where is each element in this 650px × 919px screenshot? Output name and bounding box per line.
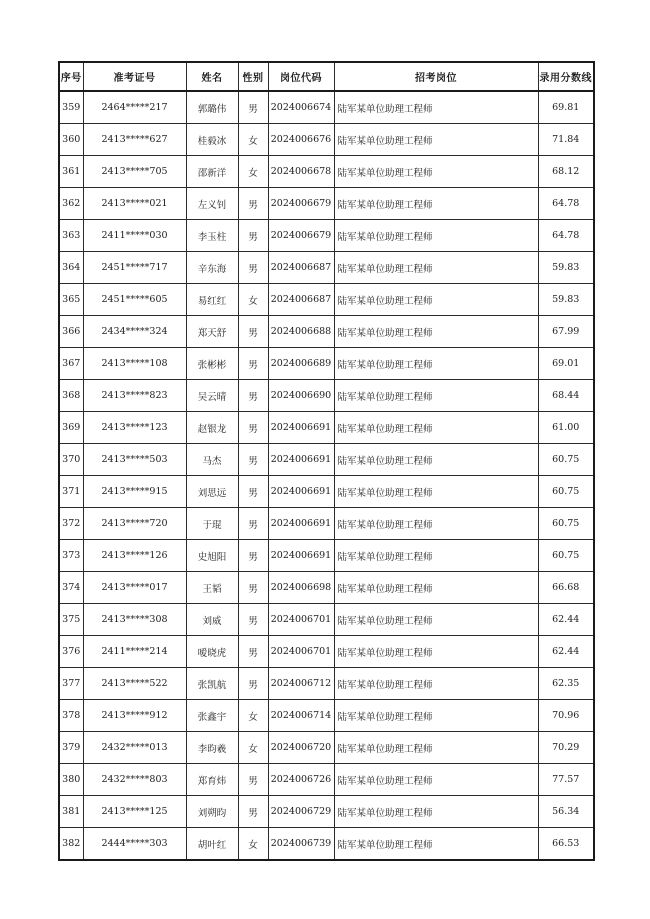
cell-ticket_no: 2413*****522	[83, 668, 186, 700]
cell-gender: 男	[238, 796, 268, 828]
cell-job_title: 陆军某单位助理工程师	[334, 380, 538, 412]
cell-name: 张鑫宇	[186, 700, 238, 732]
cell-gender: 男	[238, 220, 268, 252]
table-row	[59, 796, 594, 828]
column-header-seq: 序号	[59, 62, 83, 91]
table-row	[59, 604, 594, 636]
table-row	[59, 636, 594, 668]
table-row	[59, 732, 594, 764]
cell-job_title: 陆军某单位助理工程师	[334, 668, 538, 700]
cell-job_code: 2024006679	[268, 188, 334, 220]
cell-score: 68.12	[538, 156, 594, 188]
cell-job_title: 陆军某单位助理工程师	[334, 124, 538, 156]
cell-name: 马杰	[186, 444, 238, 476]
cell-score: 59.83	[538, 284, 594, 316]
cell-job_title: 陆军某单位助理工程师	[334, 284, 538, 316]
table-row	[59, 220, 594, 252]
cell-seq: 372	[59, 508, 83, 540]
column-header-job_title: 招考岗位	[334, 62, 538, 91]
cell-name: 李玉柱	[186, 220, 238, 252]
cell-job_title: 陆军某单位助理工程师	[334, 604, 538, 636]
cell-gender: 男	[238, 604, 268, 636]
cell-gender: 男	[238, 540, 268, 572]
table-row	[59, 540, 594, 572]
cell-name: 张凯航	[186, 668, 238, 700]
cell-job_title: 陆军某单位助理工程师	[334, 540, 538, 572]
cell-job_code: 2024006720	[268, 732, 334, 764]
cell-name: 郑天舒	[186, 316, 238, 348]
cell-job_title: 陆军某单位助理工程师	[334, 91, 538, 124]
cell-seq: 370	[59, 444, 83, 476]
cell-name: 刘朔昀	[186, 796, 238, 828]
cell-name: 胡叶红	[186, 828, 238, 861]
cell-seq: 375	[59, 604, 83, 636]
cell-gender: 女	[238, 284, 268, 316]
cell-name: 辛东海	[186, 252, 238, 284]
cell-name: 刘威	[186, 604, 238, 636]
cell-job_code: 2024006691	[268, 476, 334, 508]
cell-score: 62.35	[538, 668, 594, 700]
cell-job_code: 2024006674	[268, 91, 334, 124]
cell-score: 69.81	[538, 91, 594, 124]
cell-score: 60.75	[538, 476, 594, 508]
cell-score: 61.00	[538, 412, 594, 444]
cell-gender: 男	[238, 412, 268, 444]
cell-job_code: 2024006688	[268, 316, 334, 348]
cell-ticket_no: 2444*****303	[83, 828, 186, 861]
cell-score: 60.75	[538, 444, 594, 476]
cell-score: 77.57	[538, 764, 594, 796]
cell-seq: 382	[59, 828, 83, 861]
cell-gender: 男	[238, 572, 268, 604]
cell-job_title: 陆军某单位助理工程师	[334, 636, 538, 668]
cell-ticket_no: 2413*****627	[83, 124, 186, 156]
table-row	[59, 828, 594, 861]
cell-name: 邵新洋	[186, 156, 238, 188]
table-row	[59, 91, 594, 124]
cell-job_title: 陆军某单位助理工程师	[334, 476, 538, 508]
cell-ticket_no: 2411*****214	[83, 636, 186, 668]
cell-seq: 361	[59, 156, 83, 188]
table-row	[59, 412, 594, 444]
cell-gender: 男	[238, 668, 268, 700]
cell-job_title: 陆军某单位助理工程师	[334, 252, 538, 284]
table-row	[59, 380, 594, 412]
cell-gender: 女	[238, 124, 268, 156]
cell-gender: 男	[238, 476, 268, 508]
cell-ticket_no: 2432*****013	[83, 732, 186, 764]
cell-seq: 378	[59, 700, 83, 732]
column-header-gender: 性别	[238, 62, 268, 91]
cell-gender: 女	[238, 828, 268, 861]
cell-job_code: 2024006691	[268, 444, 334, 476]
cell-gender: 男	[238, 91, 268, 124]
cell-seq: 368	[59, 380, 83, 412]
cell-score: 56.34	[538, 796, 594, 828]
cell-ticket_no: 2451*****605	[83, 284, 186, 316]
column-header-job_code: 岗位代码	[268, 62, 334, 91]
cell-job_title: 陆军某单位助理工程师	[334, 764, 538, 796]
cell-score: 64.78	[538, 188, 594, 220]
cell-seq: 359	[59, 91, 83, 124]
cell-job_code: 2024006690	[268, 380, 334, 412]
cell-gender: 男	[238, 380, 268, 412]
cell-score: 71.84	[538, 124, 594, 156]
cell-ticket_no: 2413*****823	[83, 380, 186, 412]
table-row	[59, 156, 594, 188]
table-row	[59, 764, 594, 796]
table-row	[59, 700, 594, 732]
cell-seq: 364	[59, 252, 83, 284]
cell-seq: 376	[59, 636, 83, 668]
cell-name: 张彬彬	[186, 348, 238, 380]
cell-job_title: 陆军某单位助理工程师	[334, 796, 538, 828]
cell-score: 69.01	[538, 348, 594, 380]
cell-ticket_no: 2413*****705	[83, 156, 186, 188]
table-row	[59, 444, 594, 476]
cell-job_code: 2024006739	[268, 828, 334, 861]
cell-job_title: 陆军某单位助理工程师	[334, 508, 538, 540]
cell-score: 62.44	[538, 636, 594, 668]
cell-name: 郭璐伟	[186, 91, 238, 124]
cell-seq: 369	[59, 412, 83, 444]
table-row	[59, 348, 594, 380]
cell-name: 史旭阳	[186, 540, 238, 572]
cell-score: 64.78	[538, 220, 594, 252]
cell-score: 67.99	[538, 316, 594, 348]
cell-name: 易红红	[186, 284, 238, 316]
cell-job_code: 2024006687	[268, 284, 334, 316]
table-row	[59, 508, 594, 540]
cell-name: 王韬	[186, 572, 238, 604]
cell-ticket_no: 2413*****915	[83, 476, 186, 508]
cell-job_code: 2024006691	[268, 540, 334, 572]
cell-gender: 女	[238, 156, 268, 188]
cell-job_title: 陆军某单位助理工程师	[334, 220, 538, 252]
cell-ticket_no: 2413*****123	[83, 412, 186, 444]
cell-score: 59.83	[538, 252, 594, 284]
cell-gender: 男	[238, 252, 268, 284]
cell-ticket_no: 2413*****912	[83, 700, 186, 732]
table-row	[59, 284, 594, 316]
cell-seq: 381	[59, 796, 83, 828]
cell-seq: 379	[59, 732, 83, 764]
cell-gender: 男	[238, 348, 268, 380]
cell-score: 70.96	[538, 700, 594, 732]
cell-job_title: 陆军某单位助理工程师	[334, 732, 538, 764]
cell-score: 66.53	[538, 828, 594, 861]
table-row	[59, 476, 594, 508]
cell-ticket_no: 2434*****324	[83, 316, 186, 348]
cell-name: 赵银龙	[186, 412, 238, 444]
cell-seq: 371	[59, 476, 83, 508]
cell-seq: 373	[59, 540, 83, 572]
cell-job_code: 2024006691	[268, 508, 334, 540]
cell-job_code: 2024006701	[268, 604, 334, 636]
cell-job_code: 2024006726	[268, 764, 334, 796]
column-header-ticket_no: 准考证号	[83, 62, 186, 91]
cell-job_code: 2024006676	[268, 124, 334, 156]
cell-ticket_no: 2432*****803	[83, 764, 186, 796]
admission-score-table	[58, 61, 595, 861]
cell-seq: 380	[59, 764, 83, 796]
cell-ticket_no: 2411*****030	[83, 220, 186, 252]
table-row	[59, 668, 594, 700]
cell-seq: 363	[59, 220, 83, 252]
column-header-score: 录用分数线	[538, 62, 594, 91]
cell-seq: 365	[59, 284, 83, 316]
table-body	[59, 91, 594, 860]
cell-job_title: 陆军某单位助理工程师	[334, 828, 538, 861]
table-row	[59, 572, 594, 604]
cell-gender: 男	[238, 444, 268, 476]
cell-job_title: 陆军某单位助理工程师	[334, 412, 538, 444]
table-row	[59, 124, 594, 156]
cell-ticket_no: 2451*****717	[83, 252, 186, 284]
cell-job_code: 2024006691	[268, 412, 334, 444]
cell-job_code: 2024006679	[268, 220, 334, 252]
cell-gender: 男	[238, 508, 268, 540]
cell-gender: 女	[238, 732, 268, 764]
cell-job_code: 2024006701	[268, 636, 334, 668]
cell-ticket_no: 2413*****108	[83, 348, 186, 380]
cell-gender: 男	[238, 764, 268, 796]
cell-job_code: 2024006714	[268, 700, 334, 732]
cell-job_code: 2024006729	[268, 796, 334, 828]
cell-name: 于琨	[186, 508, 238, 540]
cell-seq: 374	[59, 572, 83, 604]
cell-name: 郑育炜	[186, 764, 238, 796]
cell-job_code: 2024006712	[268, 668, 334, 700]
cell-score: 70.29	[538, 732, 594, 764]
cell-ticket_no: 2413*****125	[83, 796, 186, 828]
cell-seq: 367	[59, 348, 83, 380]
cell-job_code: 2024006687	[268, 252, 334, 284]
cell-score: 66.68	[538, 572, 594, 604]
table-header-row	[59, 62, 594, 91]
cell-job_title: 陆军某单位助理工程师	[334, 316, 538, 348]
cell-score: 62.44	[538, 604, 594, 636]
cell-ticket_no: 2413*****021	[83, 188, 186, 220]
cell-job_code: 2024006698	[268, 572, 334, 604]
cell-name: 嗳晓虎	[186, 636, 238, 668]
cell-job_title: 陆军某单位助理工程师	[334, 188, 538, 220]
cell-seq: 366	[59, 316, 83, 348]
cell-seq: 377	[59, 668, 83, 700]
cell-ticket_no: 2413*****720	[83, 508, 186, 540]
cell-name: 左义钊	[186, 188, 238, 220]
cell-score: 60.75	[538, 540, 594, 572]
table-row	[59, 252, 594, 284]
cell-job_title: 陆军某单位助理工程师	[334, 348, 538, 380]
cell-job_title: 陆军某单位助理工程师	[334, 572, 538, 604]
cell-score: 60.75	[538, 508, 594, 540]
cell-name: 桂毅冰	[186, 124, 238, 156]
cell-seq: 362	[59, 188, 83, 220]
cell-seq: 360	[59, 124, 83, 156]
cell-name: 刘思远	[186, 476, 238, 508]
table-row	[59, 188, 594, 220]
cell-ticket_no: 2464*****217	[83, 91, 186, 124]
cell-job_code: 2024006689	[268, 348, 334, 380]
table-row	[59, 316, 594, 348]
cell-ticket_no: 2413*****503	[83, 444, 186, 476]
cell-ticket_no: 2413*****017	[83, 572, 186, 604]
cell-ticket_no: 2413*****126	[83, 540, 186, 572]
cell-job_title: 陆军某单位助理工程师	[334, 700, 538, 732]
cell-name: 李昀羲	[186, 732, 238, 764]
cell-gender: 男	[238, 636, 268, 668]
cell-score: 68.44	[538, 380, 594, 412]
cell-ticket_no: 2413*****308	[83, 604, 186, 636]
cell-gender: 男	[238, 316, 268, 348]
cell-gender: 男	[238, 188, 268, 220]
cell-name: 吴云晴	[186, 380, 238, 412]
cell-gender: 女	[238, 700, 268, 732]
cell-job_code: 2024006678	[268, 156, 334, 188]
cell-job_title: 陆军某单位助理工程师	[334, 444, 538, 476]
table-header	[59, 62, 594, 91]
column-header-name: 姓名	[186, 62, 238, 91]
cell-job_title: 陆军某单位助理工程师	[334, 156, 538, 188]
